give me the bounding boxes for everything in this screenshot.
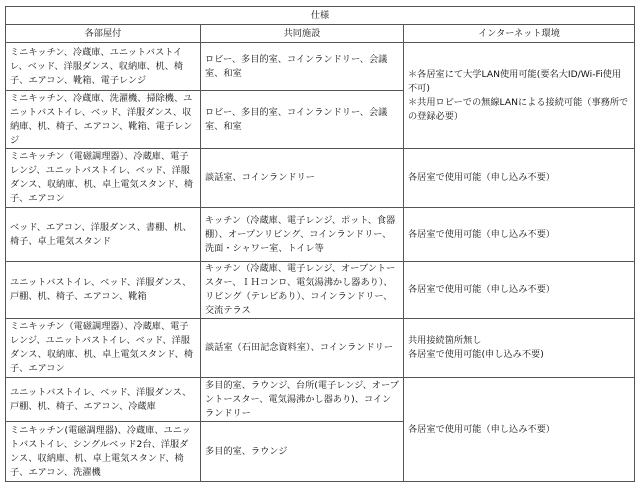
room-equipment-cell: ミニキッチン(電磁調理器)、冷蔵庫、ユニットバストイレ、シングルベッド2台、洋服ダンス、収納庫、机、卓上電気スタンド、椅子、エアコン、洗濯機 [6, 422, 201, 482]
table-row [6, 208, 635, 262]
internet-cell: 各居室で使用可能（申し込み不要） [404, 149, 635, 208]
room-equipment-cell: ユニットバストイレ、ベッド、洋服ダンス、戸棚、机、椅子、エアコン、靴箱 [6, 262, 201, 319]
table-header-row [6, 25, 635, 43]
shared-facilities-cell: ロビー、多目的室、コインランドリー、会議室、和室 [201, 91, 404, 149]
header-room-equipment: 各部屋付 [6, 25, 201, 43]
spec-table-wrapper [5, 6, 635, 482]
table-title: 仕様 [6, 7, 635, 25]
header-internet: インターネット環境 [404, 25, 635, 43]
room-equipment-cell: ユニットバストイレ、ベッド、洋服ダンス、戸棚、机、椅子、エアコン、冷蔵庫 [6, 378, 201, 422]
header-shared-facilities: 共同施設 [201, 25, 404, 43]
room-equipment-cell: ミニキッチン（電磁調理器）、冷蔵庫、電子レンジ、ユニットバストイレ、ベッド、洋服ダンス、収納庫、机、卓上電気スタンド、椅子、エアコン [6, 149, 201, 208]
table-row [6, 262, 635, 319]
room-equipment-cell: ミニキッチン、冷蔵庫、ユニットバストイレ、ベッド、洋服ダンス、収納庫、机、椅子、エアコン、靴箱、電子レンジ [6, 43, 201, 91]
internet-note: 各居室で使用可能(申し込み不要) [408, 349, 544, 360]
table-row [6, 149, 635, 208]
shared-facilities-cell: 談話室（石田記念資料室）、コインランドリー [201, 319, 404, 378]
shared-facilities-cell: 多目的室、ラウンジ [201, 422, 404, 482]
spec-table [5, 6, 635, 482]
table-row [6, 378, 635, 422]
shared-facilities-cell: キッチン（冷蔵庫、電子レンジ、ポット、食器棚）、オープンリビング、コインランドリー、洗面・シャワー室、トイレ等 [201, 208, 404, 262]
internet-cell: 各居室で使用可能（申し込み不要） [404, 378, 635, 482]
shared-facilities-cell: ロビー、多目的室、コインランドリー、会議室、和室 [201, 43, 404, 91]
internet-note: 共用接続箇所無し [408, 335, 482, 346]
internet-note: ＊共用ロビーでの無線LANによる接続可能（事務所での登録必要） [408, 96, 629, 122]
table-row [6, 43, 635, 91]
shared-facilities-cell: 談話室、コインランドリー [201, 149, 404, 208]
internet-cell [404, 319, 635, 378]
internet-cell: 各居室で使用可能（申し込み不要） [404, 262, 635, 319]
room-equipment-cell: ベッド、エアコン、洋服ダンス、書棚、机、椅子、卓上電気スタンド [6, 208, 201, 262]
room-equipment-cell: ミニキッチン、冷蔵庫、洗濯機、掃除機、ユニットバストイレ、ベッド、洋服ダンス、収納庫、机、椅子、エアコン、靴箱、電子レンジ [6, 91, 201, 149]
table-title-row [6, 7, 635, 25]
room-equipment-cell: ミニキッチン（電磁調理器）、冷蔵庫、電子レンジ、ユニットバストイレ、ベッド、洋服ダンス、収納庫、机、卓上電気スタンド、椅子、エアコン [6, 319, 201, 378]
internet-note: ＊各居室にて大学LAN使用可能(要名大ID/Wi-Fi使用不可) [408, 68, 622, 94]
table-row [6, 319, 635, 378]
shared-facilities-cell: キッチン（冷蔵庫、電子レンジ、オーブントースター、ＩＨコンロ、電気湯沸かし器あり）、リビング（テレビあり）、コインランドリー、交流テラス [201, 262, 404, 319]
shared-facilities-cell: 多目的室、ラウンジ、台所(電子レンジ、オーブントースター、電気湯沸かし器あり)、コインランドリー [201, 378, 404, 422]
internet-cell: 各居室で使用可能（申し込み不要） [404, 208, 635, 262]
internet-cell [404, 43, 635, 149]
